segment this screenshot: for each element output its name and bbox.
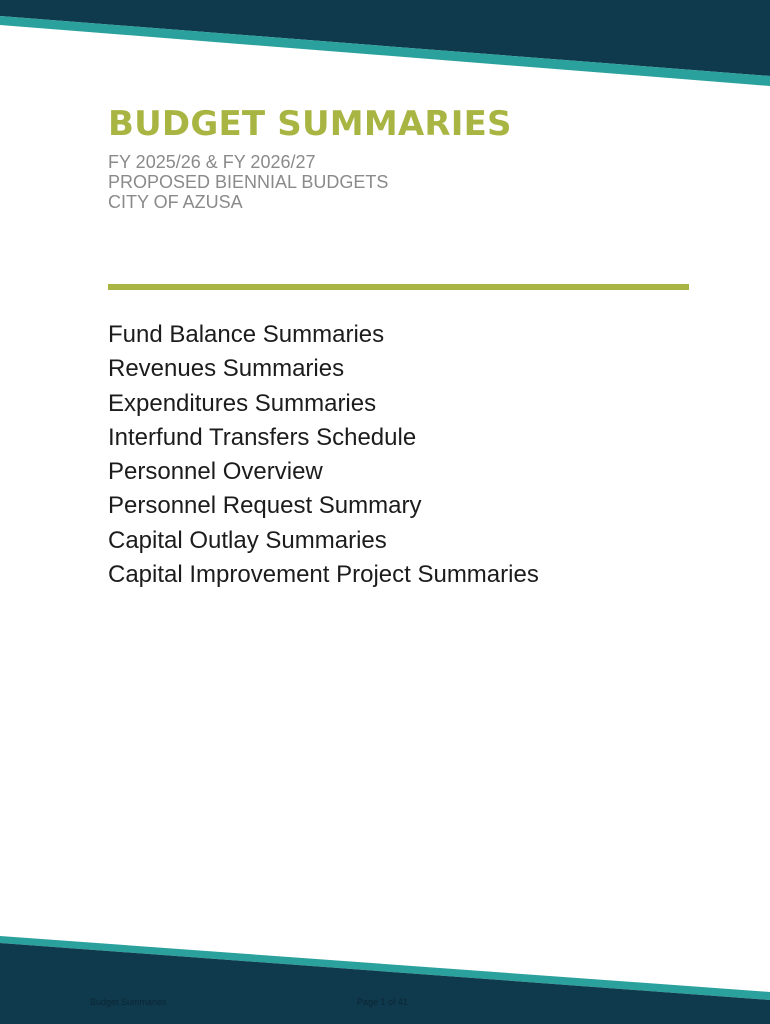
subtitle-budget-type: PROPOSED BIENNIAL BUDGETS <box>108 172 389 192</box>
subtitle-fiscal-years: FY 2025/26 & FY 2026/27 <box>108 152 316 172</box>
contents-item-capital-outlay: Capital Outlay Summaries <box>108 526 387 554</box>
contents-item-personnel-request: Personnel Request Summary <box>108 492 422 520</box>
contents-list <box>108 318 539 592</box>
contents-item-revenues: Revenues Summaries <box>108 355 345 383</box>
contents-item-capital-improvement: Capital Improvement Project Summaries <box>108 561 539 589</box>
contents-item-interfund-transfers: Interfund Transfers Schedule <box>108 423 417 451</box>
contents-item-fund-balance: Fund Balance Summaries <box>108 321 385 348</box>
subtitle-city: CITY OF AZUSA <box>108 192 243 212</box>
subtitle-block <box>108 152 388 212</box>
accent-divider <box>108 284 689 290</box>
page-title: BUDGET SUMMARIES <box>108 104 512 144</box>
contents-item-personnel-overview: Personnel Overview <box>108 458 323 486</box>
footer-section-name: Budget Summaries <box>90 997 167 1007</box>
contents-item-expenditures: Expenditures Summaries <box>108 389 377 417</box>
footer-page-number: Page 1 of 41 <box>357 997 409 1007</box>
footer-navy-band <box>0 943 770 1024</box>
